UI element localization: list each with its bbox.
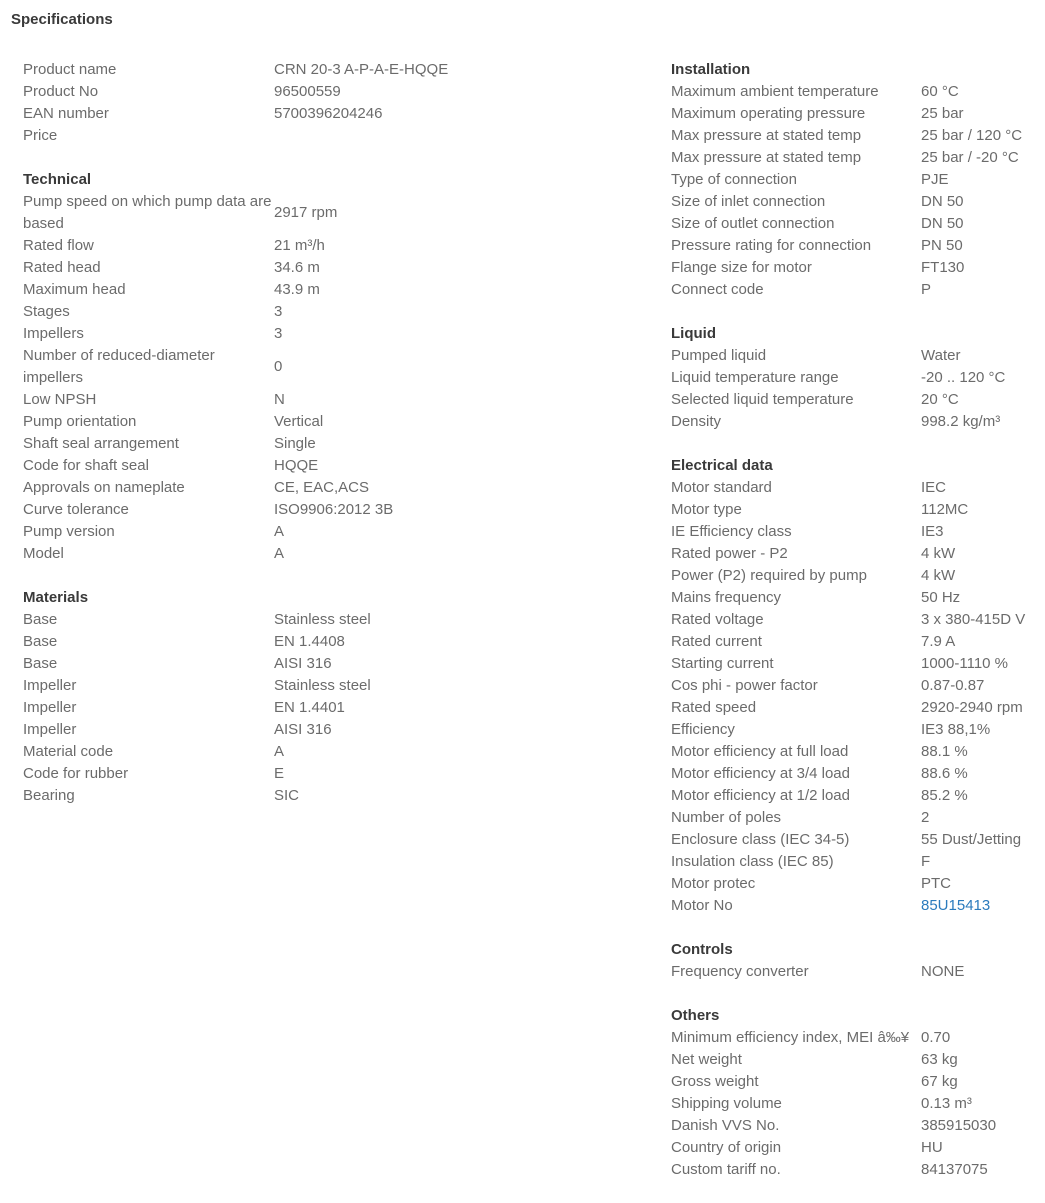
spec-value: 0.70 [921, 1029, 951, 1046]
spec-row [671, 1159, 1041, 1181]
spec-row [671, 851, 1041, 873]
spec-row [671, 345, 1041, 367]
spec-label: Motor No [671, 897, 733, 914]
spec-value: NONE [921, 963, 965, 980]
spec-row [671, 169, 1041, 191]
spec-value: EN 1.4408 [274, 633, 345, 650]
spec-value: 25 bar / 120 °C [921, 127, 1023, 144]
section-title: Installation [671, 61, 751, 78]
spec-row [671, 763, 1041, 785]
spec-label: Impellers [23, 325, 84, 342]
spec-value: A [274, 545, 285, 562]
spec-row [23, 59, 623, 81]
spec-row [671, 587, 1041, 609]
spec-value: 2 [921, 809, 930, 826]
spec-value: CE, EAC,ACS [274, 479, 370, 496]
spec-label: Material code [23, 743, 114, 760]
spec-value: 998.2 kg/m³ [921, 413, 1001, 430]
spec-label: Motor efficiency at 1/2 load [671, 787, 850, 804]
spec-label: Shaft seal arrangement [23, 435, 179, 452]
spec-label: Danish VVS No. [671, 1117, 780, 1134]
spec-value: N [274, 391, 285, 408]
spec-label: Net weight [671, 1051, 742, 1068]
right-column [671, 59, 1041, 1203]
spec-row [671, 543, 1041, 565]
spec-label: Starting current [671, 655, 774, 672]
spec-label: Base [23, 611, 58, 628]
spec-row [671, 521, 1041, 543]
spec-value: Vertical [274, 413, 324, 430]
section-controls [671, 939, 1041, 983]
spec-value: 112MC [921, 501, 969, 518]
spec-value: EN 1.4401 [274, 699, 345, 716]
page-title: Specifications [11, 11, 113, 28]
spec-value: 67 kg [921, 1073, 958, 1090]
spec-label: Bearing [23, 787, 75, 804]
spec-row [671, 829, 1041, 851]
spec-label: Cos phi - power factor [671, 677, 818, 694]
spec-label: Motor protec [671, 875, 756, 892]
spec-row [671, 499, 1041, 521]
spec-label: Impeller [23, 721, 77, 738]
spec-value: 88.6 % [921, 765, 968, 782]
section-electrical-data [671, 455, 1041, 917]
spec-label: Pressure rating for connection [671, 237, 872, 254]
spec-row [23, 521, 623, 543]
spec-row [23, 191, 623, 235]
spec-label: Max pressure at stated temp [671, 149, 862, 166]
spec-label: Rated speed [671, 699, 757, 716]
spec-value: A [274, 523, 285, 540]
spec-label: Efficiency [671, 721, 735, 738]
section-title: Liquid [671, 325, 716, 342]
spec-label: Product name [23, 61, 117, 78]
spec-row [671, 389, 1041, 411]
spec-label: Maximum ambient temperature [671, 83, 879, 100]
section-others [671, 1005, 1041, 1181]
spec-row [671, 697, 1041, 719]
spec-label: EAN number [23, 105, 109, 122]
spec-label: Motor efficiency at 3/4 load [671, 765, 850, 782]
spec-value: 2920-2940 rpm [921, 699, 1023, 716]
spec-label: Rated power - P2 [671, 545, 788, 562]
spec-row [23, 741, 623, 763]
spec-row [23, 631, 623, 653]
spec-value: 0.87-0.87 [921, 677, 985, 694]
spec-row [671, 1049, 1041, 1071]
spec-label: Liquid temperature range [671, 369, 839, 386]
spec-value: 4 kW [921, 567, 956, 584]
spec-value: F [921, 853, 931, 870]
spec-label: Connect code [671, 281, 764, 298]
spec-row [671, 367, 1041, 389]
spec-value: AISI 316 [274, 655, 332, 672]
section-title: Materials [23, 589, 89, 606]
spec-label: Pump orientation [23, 413, 137, 430]
spec-row [23, 763, 623, 785]
spec-value: IE3 88,1% [921, 721, 991, 738]
spec-row [23, 389, 623, 411]
spec-row [23, 719, 623, 741]
spec-row [671, 741, 1041, 763]
spec-row [23, 543, 623, 565]
spec-row [671, 279, 1041, 301]
spec-row [23, 455, 623, 477]
spec-value: HQQE [274, 457, 319, 474]
spec-value: ISO9906:2012 3B [274, 501, 394, 518]
spec-value: IE3 [921, 523, 944, 540]
spec-label: Insulation class (IEC 85) [671, 853, 834, 870]
spec-value: PN 50 [921, 237, 963, 254]
spec-label: Code for rubber [23, 765, 129, 782]
section-title: Others [671, 1007, 720, 1024]
spec-value: 4 kW [921, 545, 956, 562]
spec-label: Curve tolerance [23, 501, 129, 518]
spec-value: 88.1 % [921, 743, 968, 760]
spec-label: Pump speed on which pump data are based [23, 193, 272, 232]
spec-label: Pump version [23, 523, 115, 540]
spec-row [23, 345, 623, 389]
section-general [23, 59, 623, 147]
spec-value: 84137075 [921, 1161, 988, 1178]
spec-value: 0.13 m³ [921, 1095, 972, 1112]
spec-row [671, 213, 1041, 235]
spec-label: Rated voltage [671, 611, 764, 628]
spec-label: Base [23, 655, 58, 672]
spec-label: Impeller [23, 699, 77, 716]
spec-label: Rated head [23, 259, 101, 276]
spec-label: Model [23, 545, 64, 562]
spec-row [23, 785, 623, 807]
spec-label: IE Efficiency class [671, 523, 792, 540]
spec-value: -20 .. 120 °C [921, 369, 1006, 386]
section-technical [23, 169, 623, 565]
spec-label: Custom tariff no. [671, 1161, 781, 1178]
spec-label: Size of outlet connection [671, 215, 835, 232]
spec-label: Mains frequency [671, 589, 782, 606]
spec-value: 34.6 m [274, 259, 320, 276]
spec-label: Max pressure at stated temp [671, 127, 862, 144]
spec-value: 60 °C [921, 83, 959, 100]
spec-value: CRN 20-3 A-P-A-E-HQQE [274, 61, 449, 78]
spec-row [671, 81, 1041, 103]
spec-value: 2917 rpm [274, 204, 338, 221]
spec-value: 1000-1110 % [921, 655, 1009, 672]
spec-label: Power (P2) required by pump [671, 567, 867, 584]
spec-row [671, 235, 1041, 257]
spec-value: FT130 [921, 259, 965, 276]
spec-row [671, 631, 1041, 653]
section-title: Controls [671, 941, 733, 958]
spec-value: 50 Hz [921, 589, 961, 606]
spec-value: 85.2 % [921, 787, 968, 804]
spec-row [23, 81, 623, 103]
spec-row [23, 499, 623, 521]
spec-value: DN 50 [921, 215, 964, 232]
spec-label: Motor standard [671, 479, 772, 496]
spec-row [23, 653, 623, 675]
spec-row [671, 609, 1041, 631]
spec-value: Single [274, 435, 316, 452]
spec-value: 3 [274, 303, 283, 320]
spec-row [671, 1027, 1041, 1049]
spec-row [671, 719, 1041, 741]
spec-row [671, 895, 1041, 917]
spec-label: Base [23, 633, 58, 650]
spec-row [23, 411, 623, 433]
spec-label: Country of origin [671, 1139, 782, 1156]
spec-label: Maximum operating pressure [671, 105, 866, 122]
spec-row [23, 433, 623, 455]
spec-label: Flange size for motor [671, 259, 812, 276]
spec-row [671, 675, 1041, 697]
spec-label: Motor efficiency at full load [671, 743, 849, 760]
spec-label: Rated flow [23, 237, 94, 254]
spec-label: Stages [23, 303, 70, 320]
spec-value: HU [921, 1139, 943, 1156]
section-title: Technical [23, 171, 92, 188]
spec-label: Maximum head [23, 281, 126, 298]
spec-label: Product No [23, 83, 99, 100]
spec-value: A [274, 743, 285, 760]
spec-row [671, 411, 1041, 433]
spec-label: Minimum efficiency index, MEI â‰¥ [671, 1029, 910, 1046]
spec-value: DN 50 [921, 193, 964, 210]
spec-row [23, 257, 623, 279]
spec-label: Gross weight [671, 1073, 759, 1090]
spec-row [23, 125, 623, 147]
spec-label: Size of inlet connection [671, 193, 826, 210]
spec-row [23, 477, 623, 499]
spec-label: Code for shaft seal [23, 457, 149, 474]
spec-value: 43.9 m [274, 281, 320, 298]
spec-label: Shipping volume [671, 1095, 782, 1112]
spec-label: Selected liquid temperature [671, 391, 854, 408]
spec-row [23, 279, 623, 301]
spec-row [671, 125, 1041, 147]
spec-value: 0 [274, 358, 283, 375]
section-installation [671, 59, 1041, 301]
spec-label: Rated current [671, 633, 762, 650]
spec-row [671, 873, 1041, 895]
spec-label: Low NPSH [23, 391, 97, 408]
spec-value: 5700396204246 [274, 105, 383, 122]
spec-value: Water [921, 347, 961, 364]
spec-row [671, 191, 1041, 213]
spec-row [671, 785, 1041, 807]
spec-label: Enclosure class (IEC 34-5) [671, 831, 850, 848]
spec-row [23, 697, 623, 719]
spec-row [23, 103, 623, 125]
spec-value: 20 °C [921, 391, 959, 408]
spec-label: Number of reduced-diameter impellers [23, 347, 215, 386]
spec-value: 63 kg [921, 1051, 958, 1068]
spec-value: 55 Dust/Jetting [921, 831, 1022, 848]
spec-value: P [921, 281, 932, 298]
spec-row [671, 1071, 1041, 1093]
spec-row [671, 1115, 1041, 1137]
spec-value: 385915030 [921, 1117, 997, 1134]
spec-label: Frequency converter [671, 963, 809, 980]
spec-value: 25 bar / -20 °C [921, 149, 1019, 166]
spec-row [671, 103, 1041, 125]
spec-row [671, 807, 1041, 829]
spec-label: Density [671, 413, 722, 430]
spec-row [671, 477, 1041, 499]
spec-value: 7.9 A [921, 633, 956, 650]
spec-row [671, 147, 1041, 169]
spec-value: SIC [274, 787, 300, 804]
spec-label: Pumped liquid [671, 347, 767, 364]
spec-value: E [274, 765, 285, 782]
motor-no-link[interactable]: 85U15413 [921, 897, 991, 914]
spec-row [671, 961, 1041, 983]
section-liquid [671, 323, 1041, 433]
spec-label: Type of connection [671, 171, 797, 188]
spec-label: Price [23, 127, 58, 144]
section-title: Electrical data [671, 457, 773, 474]
spec-row [671, 1093, 1041, 1115]
spec-row [671, 1137, 1041, 1159]
spec-row [23, 323, 623, 345]
spec-value: Stainless steel [274, 611, 371, 628]
spec-label: Approvals on nameplate [23, 479, 185, 496]
spec-row [23, 235, 623, 257]
spec-value: 96500559 [274, 83, 341, 100]
spec-value: IEC [921, 479, 947, 496]
spec-label: Impeller [23, 677, 77, 694]
spec-value: PTC [921, 875, 951, 892]
spec-value: Stainless steel [274, 677, 371, 694]
spec-value: 3 [274, 325, 283, 342]
spec-value: AISI 316 [274, 721, 332, 738]
section-materials [23, 587, 623, 807]
spec-value: 3 x 380-415D V [921, 611, 1026, 628]
spec-row [23, 675, 623, 697]
spec-row [23, 609, 623, 631]
spec-row [671, 257, 1041, 279]
spec-value: 21 m³/h [274, 237, 325, 254]
spec-value: PJE [921, 171, 949, 188]
spec-value: 25 bar [921, 105, 964, 122]
spec-label: Number of poles [671, 809, 782, 826]
spec-row [671, 565, 1041, 587]
left-column [23, 59, 623, 829]
spec-row [23, 301, 623, 323]
spec-row [671, 653, 1041, 675]
spec-label: Motor type [671, 501, 742, 518]
